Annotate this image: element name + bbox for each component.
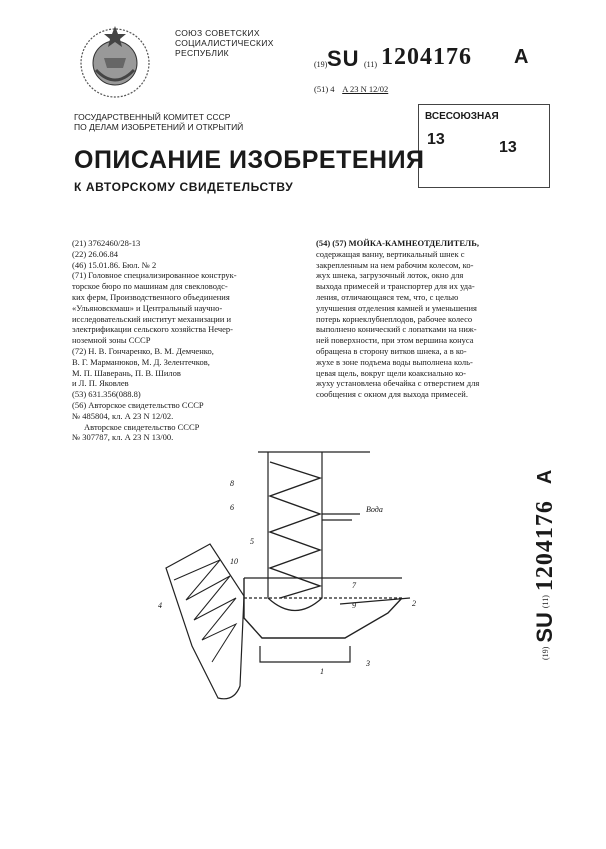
abstract-line: закрепленным на нем рабочим колесом, ко- xyxy=(316,259,474,270)
biblio-line: Авторское свидетельство СССР xyxy=(84,421,200,432)
patent-number: 1204176 xyxy=(381,44,472,70)
biblio-line: № 485804, кл. А 23 N 12/02. xyxy=(72,410,174,421)
vertical-number: 1204176 xyxy=(531,500,558,592)
label-1: 1 xyxy=(320,667,324,676)
ipc-classification xyxy=(314,84,388,94)
label-7: 7 xyxy=(352,581,356,590)
abstract-claim xyxy=(316,238,530,400)
ipc-value: A 23 N 12/02 xyxy=(342,84,389,94)
biblio-line: (71) Головное специализированное конструк- xyxy=(72,270,237,281)
biblio-line: исследовательский институт механизации и xyxy=(72,313,232,324)
abstract-line: жухе в зоне подъема воды выполнена коль- xyxy=(316,356,473,367)
stamp-title: ВСЕСОЮЗНАЯ xyxy=(425,111,499,122)
water-label: Вода xyxy=(366,505,383,514)
country-code: SU xyxy=(327,46,360,71)
abstract-line: выхода примесей и транспортер для их уда- xyxy=(316,281,475,292)
biblio-line: М. П. Шаверань, П. В. Шилов xyxy=(72,367,181,378)
label-5: 5 xyxy=(250,537,254,546)
biblio-line: и Л. П. Яковлев xyxy=(72,378,129,389)
abstract-line: ней поверхности, при этом вершина конуса xyxy=(316,335,474,346)
biblio-line: торское бюро по машинам для свекловодс- xyxy=(72,281,228,292)
union-name: СОЮЗ СОВЕТСКИХ СОЦИАЛИСТИЧЕСКИХ РЕСПУБЛИК xyxy=(175,28,274,58)
abstract-line: сообщения с окном для выхода примесей. xyxy=(316,389,468,400)
abstract-line: потерь корнеклубнеплодов, рабочее колесо xyxy=(316,313,473,324)
abstract-line: жуху установлена обечайка с отверстием для xyxy=(316,378,480,389)
bibliographic-data xyxy=(72,238,294,443)
biblio-line: (21) 3762460/28-13 xyxy=(72,238,141,248)
label-6: 6 xyxy=(230,503,234,512)
biblio-line: (46) 15.01.86. Бюл. № 2 xyxy=(72,259,157,270)
vertical-patent-id xyxy=(530,424,560,664)
label-4: 4 xyxy=(158,601,162,610)
inid-code-19: (19) xyxy=(314,60,328,69)
biblio-line: ких ферм, Производственного объединения xyxy=(72,291,230,302)
state-emblem-icon xyxy=(74,20,156,102)
stamp-number-2: 13 xyxy=(499,139,517,156)
vertical-country: SU xyxy=(532,612,557,643)
conveyor xyxy=(166,544,244,699)
biblio-line: № 307787, кл. А 23 N 13/00. xyxy=(72,432,174,443)
inid-code-51: (51) 4 xyxy=(314,84,335,94)
abstract-line: выполнено конический с лопатками на ниж- xyxy=(316,324,477,335)
vertical-code-19: (19) xyxy=(540,646,550,660)
library-stamp xyxy=(418,104,550,188)
abstract-line: обращена в сторону витков шнека, а в ко- xyxy=(316,345,467,356)
document-title: ОПИСАНИЕ ИЗОБРЕТЕНИЯ xyxy=(74,146,425,174)
label-8: 8 xyxy=(230,479,234,488)
label-10: 10 xyxy=(230,557,238,566)
label-2: 2 xyxy=(412,599,416,608)
label-9: 9 xyxy=(352,601,356,610)
biblio-line: ноземной зоны СССР xyxy=(72,335,151,346)
label-3: 3 xyxy=(366,659,370,668)
stamp-number-1: 13 xyxy=(427,131,445,148)
abstract-heading: (54) (57) МОЙКА-КАМНЕОТДЕЛИТЕЛЬ, xyxy=(316,238,479,248)
abstract-line: цевая щель, вокруг щели коаксиально ко- xyxy=(316,367,466,378)
technical-drawing xyxy=(140,448,440,714)
biblio-line: (22) 26.06.84 xyxy=(72,248,119,259)
biblio-line: (72) Н. В. Гончаренко, В. М. Демченко, xyxy=(72,345,214,356)
abstract-line: содержащая ванну, вертикальный шнек с xyxy=(316,248,465,259)
abstract-line: жух шнека, загрузочный лоток, окно для xyxy=(316,270,464,281)
abstract-line: улучшения отделения камней и уменьшения xyxy=(316,302,477,313)
inid-code-11: (11) xyxy=(364,60,378,69)
biblio-line: «Ульяновскмаш» и Центральный научно- xyxy=(72,302,223,313)
biblio-line: (53) 631.356(088.8) xyxy=(72,389,141,400)
vertical-kind: A xyxy=(533,469,556,485)
biblio-line: (56) Авторское свидетельство СССР xyxy=(72,399,204,410)
document-subtitle: К АВТОРСКОМУ СВИДЕТЕЛЬСТВУ xyxy=(74,180,294,194)
biblio-line: электрификации сельского хозяйства Нечер- xyxy=(72,324,233,335)
kind-code: A xyxy=(514,46,529,68)
abstract-line: ления, отличающаяся тем, что, с целью xyxy=(316,291,459,302)
vertical-code-11: (11) xyxy=(540,595,550,609)
biblio-line: В. Г. Марманюков, М. Д. Зелентечков, xyxy=(72,356,210,367)
committee-name: ГОСУДАРСТВЕННЫЙ КОМИТЕТ СССР ПО ДЕЛАМ ИЗОБРЕТЕНИЙ И ОТКРЫТИЙ xyxy=(74,112,244,132)
